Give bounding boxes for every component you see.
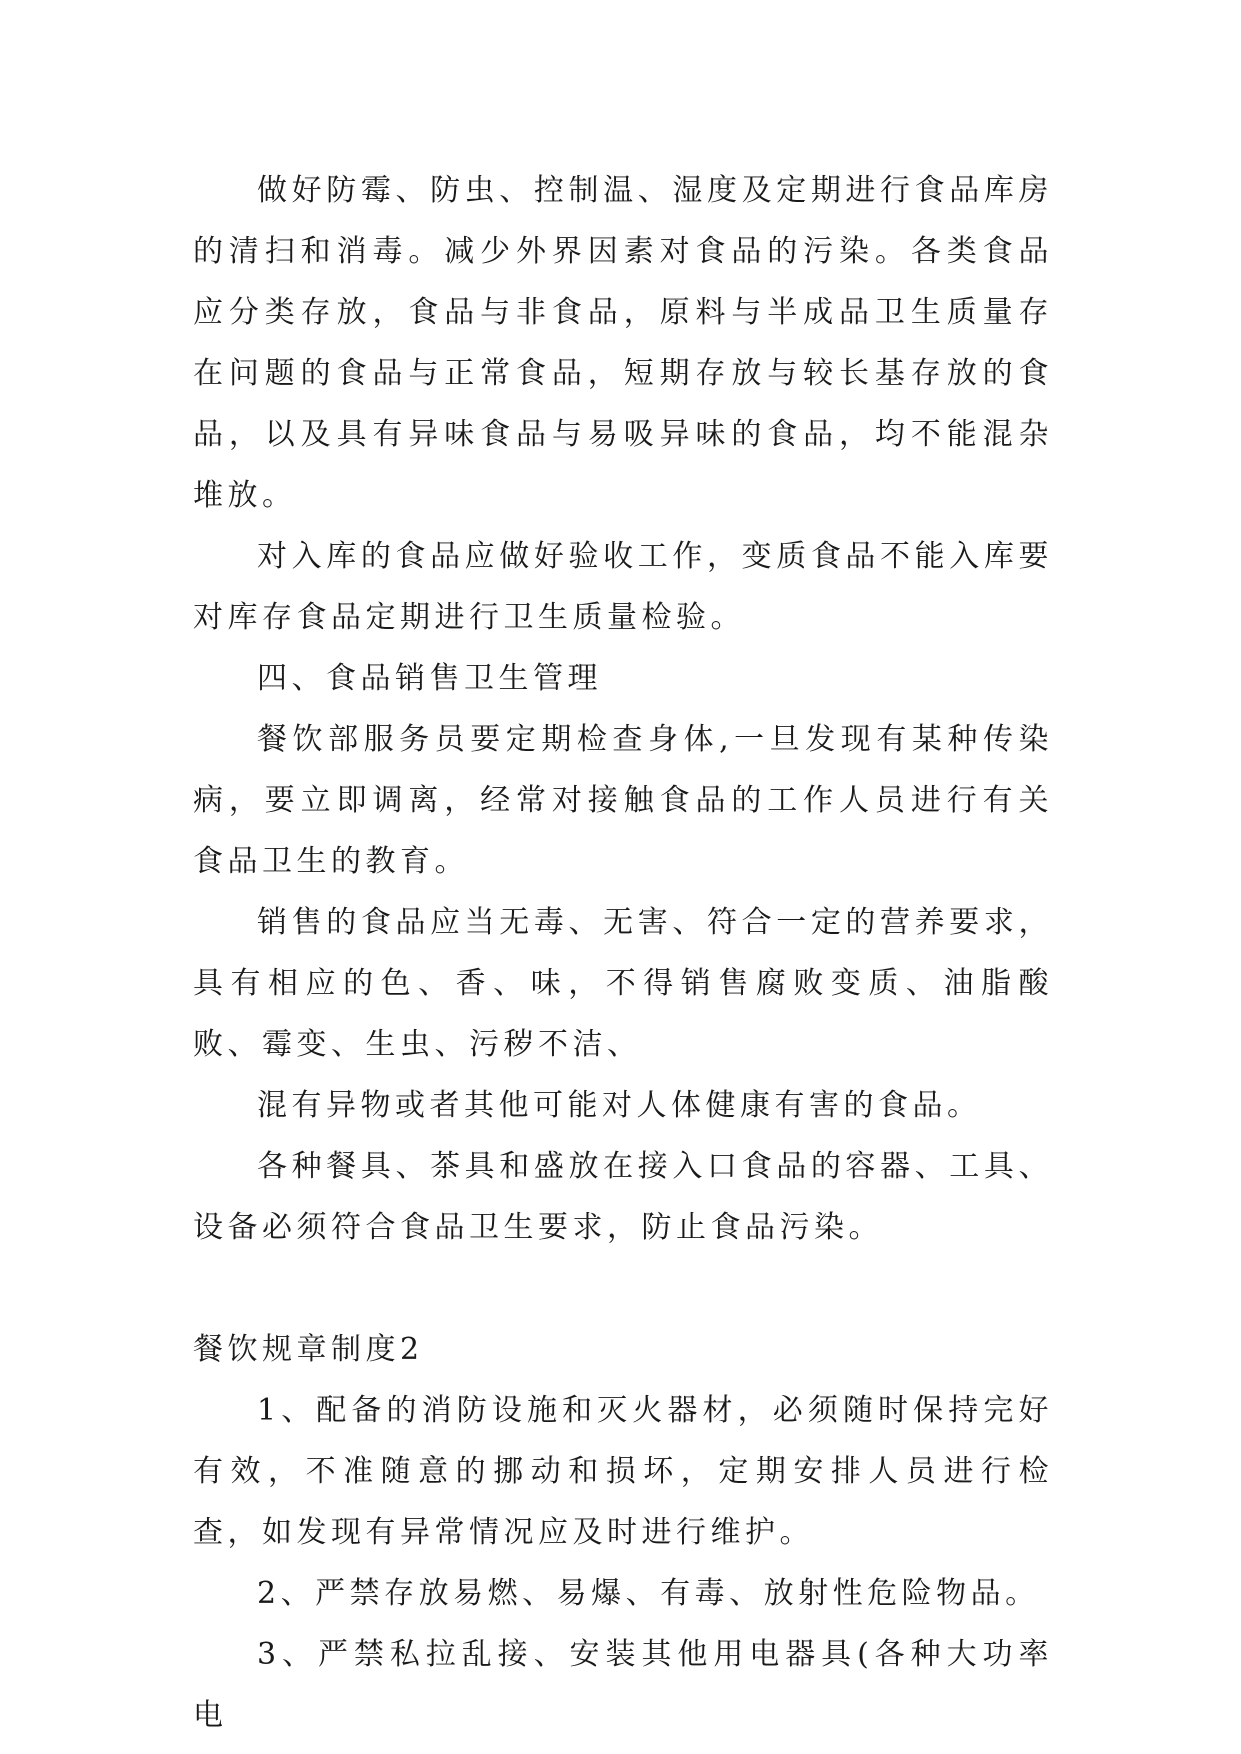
paragraph-storage-inspection: 对入库的食品应做好验收工作，变质食品不能入库要对库存食品定期进行卫生质量检验。 [193,539,1053,635]
paragraph-tableware: 各种餐具、茶具和盛放在接入口食品的容器、工具、设备必须符合食品卫生要求，防止食品污染。 [193,1149,1053,1245]
paragraph-food-requirements: 销售的食品应当无毒、无害、符合一定的营养要求，具有相应的色、香、味，不得销售腐败变质、油脂酸败、霉变、生虫、污秽不洁、 [193,905,1053,1062]
section-heading-sales-hygiene: 四、食品销售卫生管理 [257,661,602,696]
paragraph-hazardous-items: 2、严禁存放易燃、易爆、有毒、放射性危险物品。 [257,1576,1040,1611]
document-body [193,160,1053,1746]
paragraph-harmful-food: 混有异物或者其他可能对人体健康有害的食品。 [257,1088,982,1123]
paragraph-fire-equipment: 1、配备的消防设施和灭火器材，必须随时保持完好有效，不准随意的挪动和损坏，定期安排人员进行检查，如发现有异常情况应及时进行维护。 [193,1393,1053,1550]
paragraph-spacer [193,1258,1053,1319]
section-title-regulations-2: 餐饮规章制度2 [193,1332,424,1367]
paragraph-staff-health: 餐饮部服务员要定期检查身体,一旦发现有某种传染病，要立即调离，经常对接触食品的工作人员进行有关食品卫生的教育。 [193,722,1053,879]
paragraph-storage-hygiene: 做好防霉、防虫、控制温、湿度及定期进行食品库房的清扫和消毒。减少外界因素对食品的污染。各类食品应分类存放，食品与非食品，原料与半成品卫生质量存在问题的食品与正常食品，短期存放与较长基存放的食品，以及具有异味食品与易吸异味的食品，均不能混杂堆放。 [193,173,1053,513]
paragraph-electrical-appliances: 3、严禁私拉乱接、安装其他用电器具(各种大功率电 [193,1637,1053,1733]
